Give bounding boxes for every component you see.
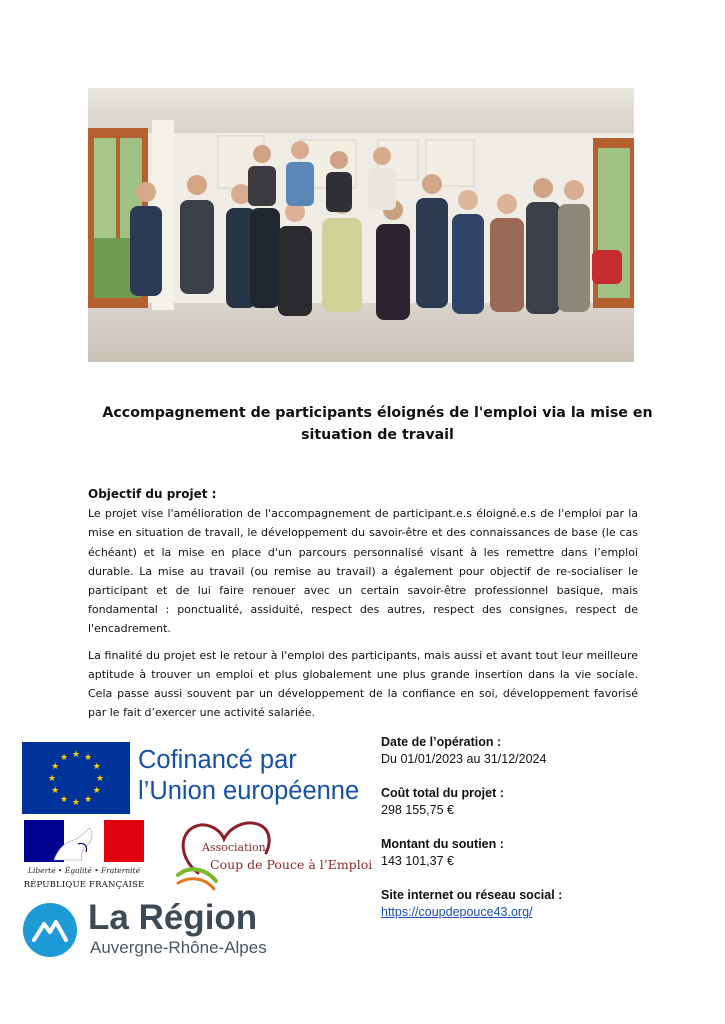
cdp-line-1: Association: [202, 841, 266, 854]
eu-cofinancing-text: [138, 745, 359, 807]
region-mountain-icon: [22, 902, 78, 958]
objective-heading: Objectif du projet :: [88, 487, 217, 501]
eu-line-1: Cofinancé par: [138, 746, 297, 774]
eu-star-icon: ★: [51, 785, 60, 795]
coup-de-pouce-logo: [170, 815, 373, 895]
eu-star-icon: ★: [47, 773, 57, 783]
cost-label: Coût total du projet :: [381, 786, 504, 800]
objective-section: [88, 485, 638, 722]
eu-star-icon: ★: [59, 752, 69, 763]
eu-cofinancing-logo: [22, 742, 372, 817]
eu-star-icon: ★: [71, 797, 81, 807]
eu-star-icon: ★: [71, 749, 81, 759]
eu-star-icon: ★: [83, 793, 93, 804]
marianne-icon: [24, 820, 144, 862]
eu-star-icon: ★: [92, 785, 101, 795]
site-link[interactable]: https://coupdepouce43.org/: [381, 905, 533, 919]
eu-star-icon: ★: [83, 752, 93, 763]
group-photo-image: [88, 88, 634, 362]
objective-paragraph-1: Le projet vise l'amélioration de l'accompagnement de participant.e.s éloigné.e.s de l'emploi par la mise en situation de travail, le développement du savoir-être et des connaissances de base (le cas échéant) et la mise en place d'un parcours personnalisé visant à les remettre dans l’emploi durable. La mise au travail (ou remise au travail) a également pour objectif de re-socialiser le participant et de lui faire renouer avec un certain savoir-être professionnel basique, mais fondamental : ponctualité, assiduité, respect des autres, respect des consignes, respect de l'encadrement.: [88, 507, 638, 636]
cdp-line-2: Coup de Pouce à l’Emploi: [210, 857, 373, 872]
region-name: La Région: [88, 898, 258, 937]
eu-star-icon: ★: [95, 773, 105, 783]
date-value: Du 01/01/2023 au 31/12/2024: [381, 752, 547, 766]
support-value: 143 101,37 €: [381, 854, 454, 868]
support-label: Montant du soutien :: [381, 837, 504, 851]
cost-value: 298 155,75 €: [381, 803, 454, 817]
eu-flag-icon: [22, 742, 130, 814]
eu-star-icon: ★: [92, 761, 101, 771]
rf-name: RÉPUBLIQUE FRANÇAISE: [23, 880, 145, 890]
project-title: Accompagnement de participants éloignés de l'emploi via la mise en situation de travail: [102, 405, 653, 443]
heart-hand-icon: [170, 815, 362, 895]
region-logo: [22, 898, 302, 964]
objective-paragraph-2: La finalité du projet est le retour à l'emploi des participants, mais aussi et avant tout leur meilleure aptitude à trouver un emploi et plus globalement une plus grande insertion dans la vie sociale. Cela passe aussi souvent par un développement de la confiance en soi, développement favorisé par le fait d’exercer une activité salariée.: [88, 648, 638, 720]
operation-info: [381, 734, 681, 938]
eu-star-icon: ★: [59, 793, 69, 804]
rf-motto: Liberté • Égalité • Fraternité: [27, 866, 141, 875]
date-label: Date de l’opération :: [381, 735, 502, 749]
eu-line-2: l’Union européenne: [138, 777, 360, 805]
site-label: Site internet ou réseau social :: [381, 888, 563, 902]
republique-francaise-logo: [22, 820, 146, 894]
group-photo: [88, 88, 634, 362]
eu-star-icon: ★: [51, 761, 60, 771]
region-subtitle: Auvergne-Rhône-Alpes: [90, 938, 267, 957]
